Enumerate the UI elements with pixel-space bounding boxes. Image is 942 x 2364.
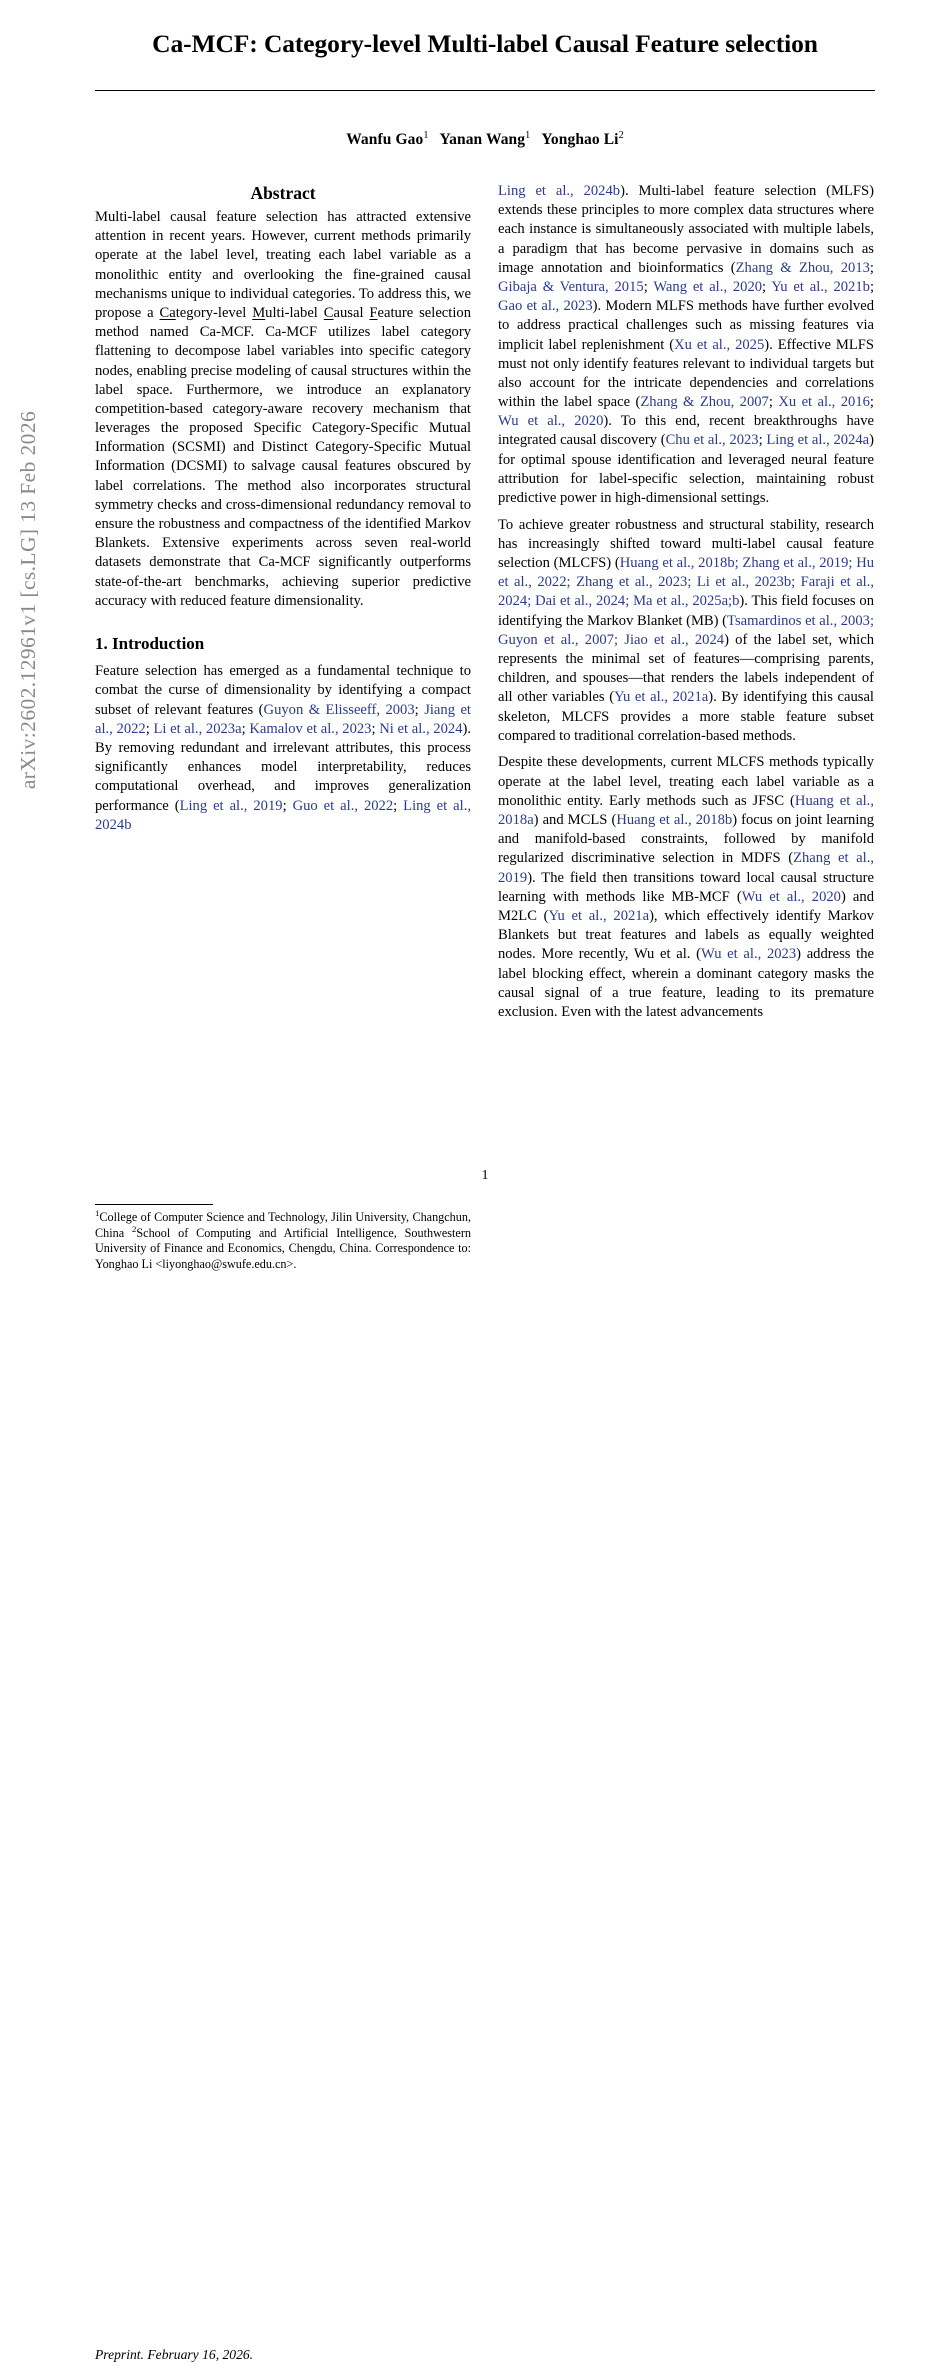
text-segment: ; (614, 631, 625, 648)
text-segment: ; (768, 394, 779, 411)
text-segment: ) and M2LC ( (498, 888, 874, 924)
footnote-divider (95, 1204, 213, 1205)
citation-link[interactable]: Zhang et al., 2019 (498, 850, 874, 886)
text-segment: Feature selection has emerged as a fundamental technique to combat the curse of dimensionality by identifying a compact subset of relevant features ( (95, 663, 471, 718)
citation-link[interactable]: Zhang & Zhou, 2013 (735, 259, 870, 276)
citation-link[interactable]: Kamalov et al., 2023 (249, 720, 372, 737)
author-entry (541, 131, 623, 148)
text-segment: ) focus on joint learning and manifold-based constraints, followed by manifold regularized discriminative selection in MDFS ( (498, 812, 874, 867)
text-segment: ; (687, 574, 697, 591)
abstract-text (95, 208, 471, 611)
author-name: Yanan Wang (439, 130, 526, 148)
text-segment: ) and MCLS ( (533, 812, 617, 828)
abstract-seg-2: selection method named Ca-MCF. Ca-MCF utilizes label category flattening to decompose label variables into specific category nodes, enabling precise modeling of causal structures within the label space. Furthermore, we introduce an explanatory competition-based category-aware recovery mechanism that leverages the proposed Specific Category-Specific Mutual Information (SCSMI) and Distinct Category-Specific Mutual Information (DCSMI) to salvage causal features obscured by label correlations. The method also incorporates structural symmetry checks and cross-dimensional redundancy removal to ensure the robustness and compactness of the identified Markov Blankets. Extensive experiments across seven real-world datasets demonstrate that Ca-MCF significantly outperforms state-of-the-art benchmarks, achieving superior predictive accuracy with reduced feature dimensionality. (95, 304, 471, 609)
citation-link[interactable]: Xu et al., 2016 (778, 394, 870, 411)
citation-link[interactable]: Dai et al., 2024 (535, 593, 626, 610)
text-segment: ). Effective MLFS must not only identify features relevant to individual targets but also account for the intricate dependencies and correlations within the label space ( (498, 336, 874, 411)
citation-link[interactable]: Ma et al., 2025a;b (633, 593, 740, 610)
intro-paragraph-1 (95, 662, 471, 835)
text-segment: ) address the label blocking effect, wherein a dominant category masks the causal signal of a true feature, leading to its premature exclusion. Even with the latest advancements (498, 946, 874, 1020)
citation-link[interactable]: Guo et al., 2022 (292, 797, 394, 814)
text-segment: ). By identifying this causal skeleton, MLCFS provides a more stable feature subset compared to traditional correlation-based methods. (498, 689, 874, 744)
citation-link[interactable]: Tsamardinos et al., 2003 (727, 612, 870, 629)
citation-link[interactable]: Xu et al., 2025 (674, 336, 765, 353)
citation-link[interactable]: Yu et al., 2021a (614, 689, 709, 706)
citation-link[interactable]: Zhang & Zhou, 2007 (640, 394, 769, 411)
text-segment: ). By removing redundant and irrelevant attributes, this process significantly enhances model interpretability, reduces computational overhead, and improves generalization performance ( (95, 720, 472, 814)
footnote-block (95, 1204, 471, 2362)
citation-link[interactable]: Faraji et al., 2024 (498, 574, 875, 610)
body-columns (95, 182, 875, 2362)
title-divider (95, 90, 875, 91)
citation-link[interactable]: Yu et al., 2021a (548, 907, 650, 924)
author-name: Wanfu Gao (346, 130, 424, 148)
citation-link[interactable]: Ni et al., 2024 (379, 720, 463, 737)
citation-link[interactable]: Ling et al., 2024a (766, 432, 870, 449)
acronym-rest-eature: eature (377, 304, 414, 321)
text-segment: ; (566, 574, 577, 591)
preprint-notice: Preprint. February 16, 2026. (95, 2347, 254, 2362)
text-segment: ; (758, 432, 767, 449)
text-segment: ; (869, 612, 874, 629)
acronym-letter-f: F (369, 304, 378, 321)
footnote-marker-1: 1 (95, 1207, 100, 1218)
acronym-letter-m: M (252, 304, 266, 321)
author-name: Yonghao Li (541, 130, 619, 148)
text-segment: ; (282, 797, 293, 814)
text-segment: ) for optimal spouse identification and leveraged neural feature attribution for label-specific selection, maintaining robust predictive power in high-dimensional settings. (498, 432, 874, 506)
citation-link[interactable]: Wang et al., 2020 (653, 278, 763, 295)
text-segment: ; (625, 593, 634, 610)
acronym-letter-ca: Ca (159, 304, 176, 321)
citation-link[interactable]: Jiang et al., 2022 (95, 701, 471, 737)
text-segment: ; (869, 259, 874, 276)
acronym-letter-c: C (323, 304, 334, 321)
text-segment: ). Modern MLFS methods have further evolved to address practical challenges such as missing features via implicit label replenishment ( (498, 298, 874, 353)
citation-link[interactable]: Huang et al., 2018b (616, 812, 733, 828)
text-segment: ; (734, 555, 743, 572)
text-segment: ; (643, 278, 654, 295)
author-list (95, 131, 875, 149)
text-segment: ; (371, 720, 380, 737)
text-segment: ; (869, 394, 874, 411)
footnote-text (95, 1207, 471, 1272)
text-segment: ; (241, 720, 250, 737)
text-segment: ). This field focuses on identifying the Markov Blanket (MB) ( (498, 593, 875, 629)
text-segment: ; (869, 278, 874, 295)
citation-link[interactable]: Ling et al., 2019 (179, 797, 283, 814)
left-column (95, 182, 472, 2362)
author-affiliation-marker: 2 (618, 129, 624, 141)
citation-link[interactable]: Jiao et al., 2024 (624, 631, 725, 648)
author-affiliation-marker: 1 (525, 129, 531, 141)
abstract-heading: Abstract (250, 183, 316, 203)
text-segment: Despite these developments, current MLCFS methods typically operate at the label level, treating each label variable as a monolithic entity. Early methods such as JFSC ( (498, 754, 874, 809)
text-segment: ; (414, 701, 425, 718)
text-segment: ). (620, 183, 629, 199)
citation-link[interactable]: Hu et al., 2022 (498, 555, 875, 591)
text-segment: ; (393, 797, 404, 814)
abstract-seg-1: Multi-label causal feature selection has attracted extensive attention in recent years. However, current methods primarily operate at the label level, treating each label variable as a monolithic entity and overlooking the fine-grained causal mechanisms unique to individual categories. To address this, we propose a (95, 209, 471, 321)
citation-link[interactable]: Guyon & Elisseeff, 2003 (263, 701, 415, 718)
citation-link[interactable]: Ling et al., 2024b (95, 797, 471, 833)
citation-link[interactable]: Wu et al., 2020 (498, 413, 604, 430)
footnote-marker-2: 2 (132, 1223, 137, 1234)
citation-link[interactable]: Chu et al., 2023 (665, 432, 759, 449)
right-column (498, 182, 874, 1022)
acronym-rest-ausal: ausal (333, 304, 370, 321)
citation-link[interactable]: Gao et al., 2023 (498, 298, 593, 315)
text-segment: Multi-label feature selection (MLFS) extends these principles to more complex data structures where each instance is simultaneously associated with multiple labels, a paradigm that has become pervasive in domains such as image annotation and bioinformatics ( (498, 183, 875, 276)
text-segment: ) of the label set, which represents the minimal set of features—comprising parents, children, and spouses—that renders the labels independent of all other variables ( (498, 631, 874, 706)
citation-link[interactable]: Li et al., 2023b (696, 574, 792, 591)
citation-link[interactable]: Zhang et al., 2023 (576, 574, 688, 591)
citation-link[interactable]: Zhang et al., 2019 (742, 555, 849, 572)
intro-paragraph-2 (498, 182, 874, 508)
text-segment: ; (145, 720, 154, 737)
citation-link[interactable]: Huang et al., 2018b (619, 555, 735, 572)
text-segment: ). The field then transitions toward local causal structure learning with methods like MB-MCF ( (498, 869, 874, 905)
page-number: 1 (481, 1168, 489, 1183)
citation-link[interactable]: Gibaja & Ventura, 2015 (498, 278, 644, 295)
acronym-rest-tegory: tegory-level (175, 304, 253, 321)
section-heading-introduction: 1. Introduction (95, 633, 205, 653)
arxiv-identifier-stamp: arXiv:2602.12961v1 [cs.LG] 13 Feb 2026 (15, 410, 40, 790)
text-segment: ; (848, 555, 857, 572)
text-segment: To achieve greater robustness and structural stability, research has increasingly shifted toward multi-label causal feature selection (MLCFS) ( (498, 516, 874, 572)
text-segment: ). To this end, recent breakthroughs have integrated causal discovery ( (498, 413, 875, 449)
citation-link[interactable]: Li et al., 2023a (153, 720, 242, 737)
citation-link[interactable]: Wu et al., 2020 (741, 888, 841, 905)
author-entry (346, 131, 428, 148)
acronym-rest-ulti: ulti-label (265, 304, 324, 321)
page-title: Ca-MCF: Category-level Multi-label Causal Feature selection (152, 29, 818, 58)
citation-link[interactable]: Ling et al., 2024b (498, 183, 621, 199)
text-segment: ), which effectively identify Markov Blankets but treat features and labels as equally weighted nodes. More recently, Wu et al. ( (498, 907, 874, 963)
paper-content (95, 0, 875, 2362)
text-segment: ; (762, 278, 772, 295)
footnote-affiliation-2: School of Computing and Artificial Intelligence, Southwestern University of Finance and Economics, Chengdu, China. Correspondence to: Yonghao Li <liyonghao@swufe.edu.cn>. (95, 1225, 471, 1271)
intro-paragraph-3 (498, 516, 874, 746)
text-segment: ; (527, 593, 536, 610)
citation-link[interactable]: Huang et al., 2018a (498, 792, 874, 828)
citation-link[interactable]: Wu et al., 2023 (701, 946, 797, 963)
author-affiliation-marker: 1 (423, 129, 429, 141)
intro-paragraph-4 (498, 753, 874, 1022)
citation-link[interactable]: Guyon et al., 2007 (498, 631, 614, 648)
author-entry (440, 131, 531, 148)
footnote-affiliation-1: College of Computer Science and Technology, Jilin University, Changchun, China (95, 1210, 471, 1240)
citation-link[interactable]: Yu et al., 2021b (771, 278, 870, 295)
text-segment: ; (791, 574, 801, 591)
